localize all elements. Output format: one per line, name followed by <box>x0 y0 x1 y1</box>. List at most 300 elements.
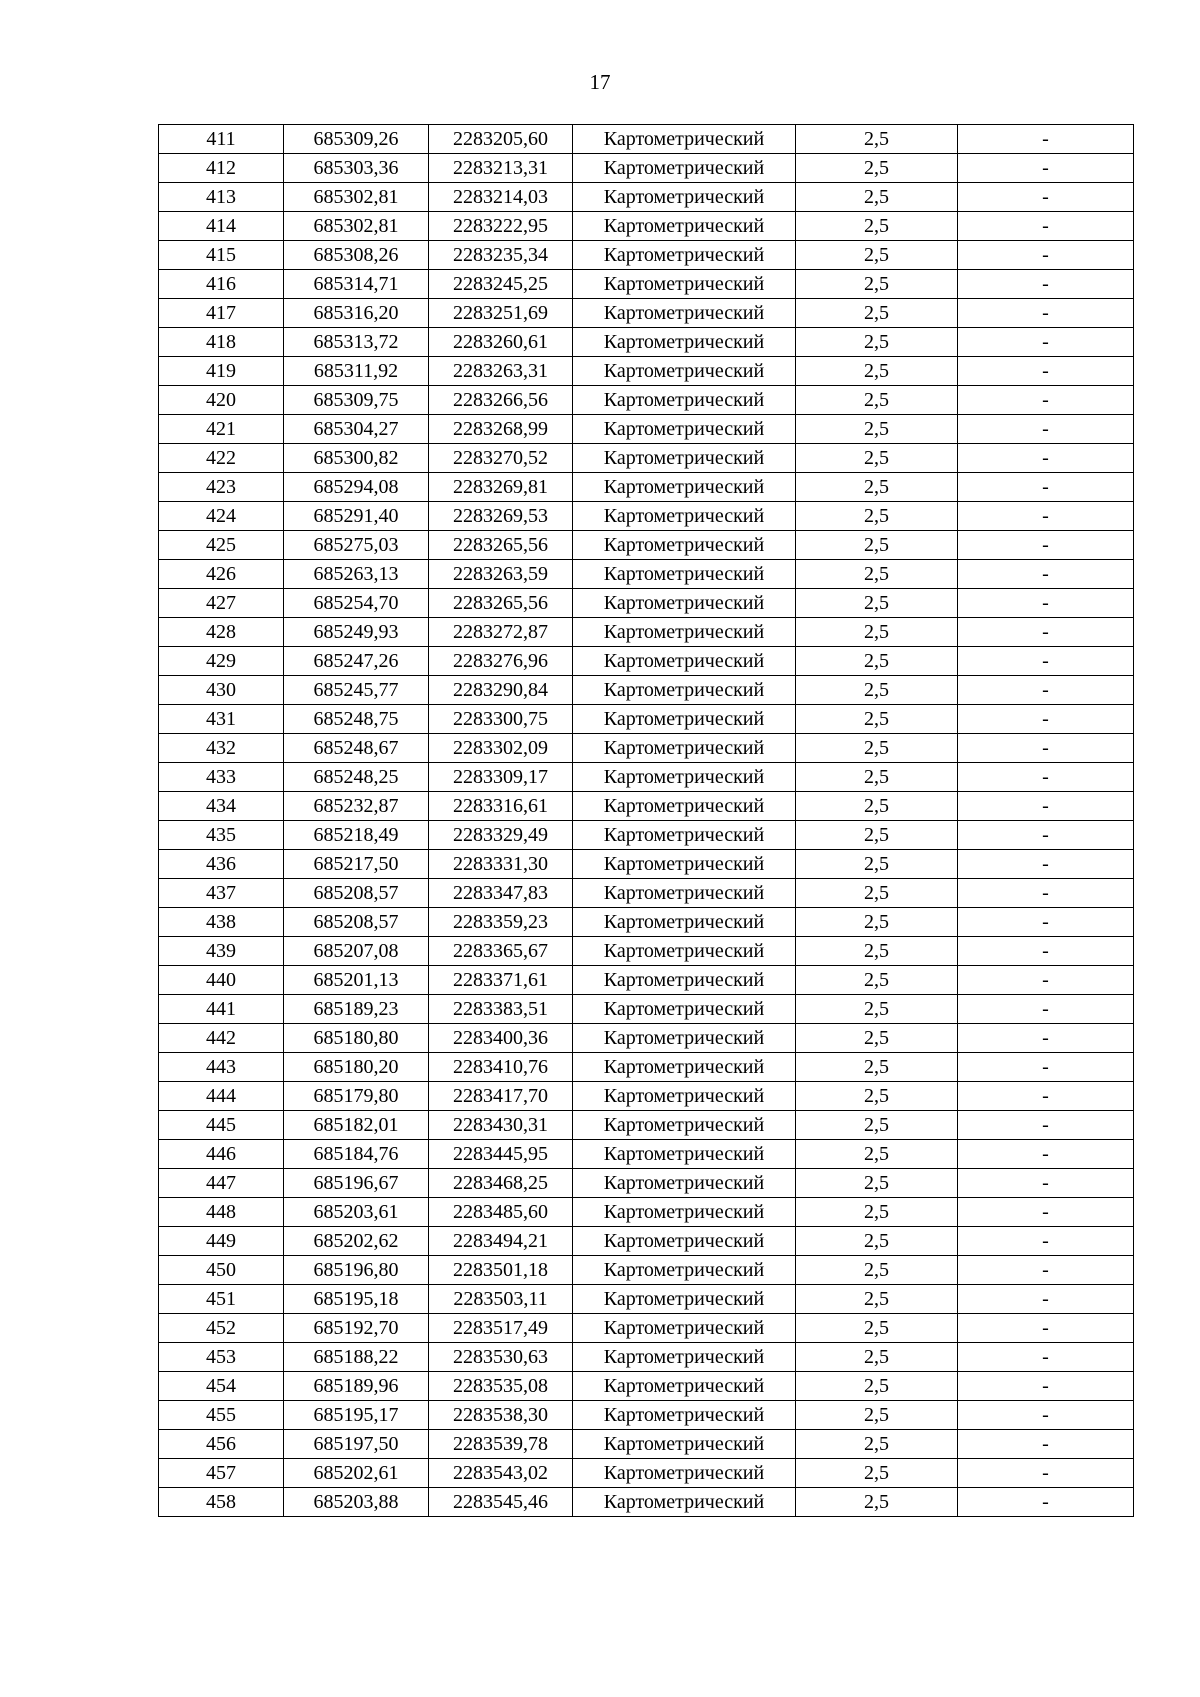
accuracy-cell: 2,5 <box>796 734 958 763</box>
table-row <box>159 357 1134 386</box>
method-cell: Картометрический <box>573 705 796 734</box>
note-cell: - <box>958 821 1134 850</box>
x-coordinate-cell: 685302,81 <box>284 183 429 212</box>
accuracy-cell: 2,5 <box>796 473 958 502</box>
y-coordinate-cell: 2283445,95 <box>429 1140 573 1169</box>
accuracy-cell: 2,5 <box>796 705 958 734</box>
point-number-cell: 436 <box>159 850 284 879</box>
y-coordinate-cell: 2283268,99 <box>429 415 573 444</box>
point-number-cell: 416 <box>159 270 284 299</box>
method-cell: Картометрический <box>573 1401 796 1430</box>
method-cell: Картометрический <box>573 1024 796 1053</box>
method-cell: Картометрический <box>573 357 796 386</box>
y-coordinate-cell: 2283501,18 <box>429 1256 573 1285</box>
y-coordinate-cell: 2283260,61 <box>429 328 573 357</box>
y-coordinate-cell: 2283494,21 <box>429 1227 573 1256</box>
method-cell: Картометрический <box>573 734 796 763</box>
x-coordinate-cell: 685249,93 <box>284 618 429 647</box>
y-coordinate-cell: 2283263,31 <box>429 357 573 386</box>
accuracy-cell: 2,5 <box>796 502 958 531</box>
accuracy-cell: 2,5 <box>796 444 958 473</box>
table-row <box>159 1459 1134 1488</box>
point-number-cell: 451 <box>159 1285 284 1314</box>
x-coordinate-cell: 685311,92 <box>284 357 429 386</box>
y-coordinate-cell: 2283329,49 <box>429 821 573 850</box>
accuracy-cell: 2,5 <box>796 241 958 270</box>
accuracy-cell: 2,5 <box>796 270 958 299</box>
method-cell: Картометрический <box>573 792 796 821</box>
x-coordinate-cell: 685184,76 <box>284 1140 429 1169</box>
y-coordinate-cell: 2283503,11 <box>429 1285 573 1314</box>
y-coordinate-cell: 2283543,02 <box>429 1459 573 1488</box>
point-number-cell: 441 <box>159 995 284 1024</box>
y-coordinate-cell: 2283266,56 <box>429 386 573 415</box>
note-cell: - <box>958 879 1134 908</box>
x-coordinate-cell: 685203,61 <box>284 1198 429 1227</box>
point-number-cell: 411 <box>159 125 284 154</box>
point-number-cell: 437 <box>159 879 284 908</box>
y-coordinate-cell: 2283251,69 <box>429 299 573 328</box>
x-coordinate-cell: 685291,40 <box>284 502 429 531</box>
table-row <box>159 328 1134 357</box>
y-coordinate-cell: 2283538,30 <box>429 1401 573 1430</box>
point-number-cell: 439 <box>159 937 284 966</box>
note-cell: - <box>958 125 1134 154</box>
x-coordinate-cell: 685182,01 <box>284 1111 429 1140</box>
x-coordinate-cell: 685314,71 <box>284 270 429 299</box>
method-cell: Картометрический <box>573 1140 796 1169</box>
method-cell: Картометрический <box>573 966 796 995</box>
method-cell: Картометрический <box>573 618 796 647</box>
accuracy-cell: 2,5 <box>796 299 958 328</box>
table-row <box>159 1024 1134 1053</box>
note-cell: - <box>958 995 1134 1024</box>
point-number-cell: 430 <box>159 676 284 705</box>
point-number-cell: 448 <box>159 1198 284 1227</box>
note-cell: - <box>958 473 1134 502</box>
note-cell: - <box>958 1198 1134 1227</box>
point-number-cell: 458 <box>159 1488 284 1517</box>
note-cell: - <box>958 1111 1134 1140</box>
table-row <box>159 995 1134 1024</box>
y-coordinate-cell: 2283309,17 <box>429 763 573 792</box>
coordinates-table-body <box>159 125 1134 1517</box>
x-coordinate-cell: 685195,17 <box>284 1401 429 1430</box>
y-coordinate-cell: 2283302,09 <box>429 734 573 763</box>
note-cell: - <box>958 705 1134 734</box>
x-coordinate-cell: 685207,08 <box>284 937 429 966</box>
table-row <box>159 1140 1134 1169</box>
point-number-cell: 434 <box>159 792 284 821</box>
method-cell: Картометрический <box>573 473 796 502</box>
table-row <box>159 473 1134 502</box>
x-coordinate-cell: 685309,26 <box>284 125 429 154</box>
method-cell: Картометрический <box>573 1430 796 1459</box>
table-row <box>159 734 1134 763</box>
accuracy-cell: 2,5 <box>796 647 958 676</box>
x-coordinate-cell: 685203,88 <box>284 1488 429 1517</box>
accuracy-cell: 2,5 <box>796 415 958 444</box>
table-row <box>159 879 1134 908</box>
accuracy-cell: 2,5 <box>796 1488 958 1517</box>
point-number-cell: 421 <box>159 415 284 444</box>
y-coordinate-cell: 2283205,60 <box>429 125 573 154</box>
table-row <box>159 1372 1134 1401</box>
x-coordinate-cell: 685248,75 <box>284 705 429 734</box>
y-coordinate-cell: 2283316,61 <box>429 792 573 821</box>
x-coordinate-cell: 685309,75 <box>284 386 429 415</box>
point-number-cell: 422 <box>159 444 284 473</box>
method-cell: Картометрический <box>573 647 796 676</box>
point-number-cell: 453 <box>159 1343 284 1372</box>
method-cell: Картометрический <box>573 821 796 850</box>
method-cell: Картометрический <box>573 1198 796 1227</box>
method-cell: Картометрический <box>573 1488 796 1517</box>
point-number-cell: 417 <box>159 299 284 328</box>
note-cell: - <box>958 1256 1134 1285</box>
note-cell: - <box>958 1314 1134 1343</box>
method-cell: Картометрический <box>573 1285 796 1314</box>
table-row <box>159 676 1134 705</box>
table-row <box>159 386 1134 415</box>
table-row <box>159 299 1134 328</box>
accuracy-cell: 2,5 <box>796 850 958 879</box>
table-row <box>159 1082 1134 1111</box>
x-coordinate-cell: 685197,50 <box>284 1430 429 1459</box>
x-coordinate-cell: 685300,82 <box>284 444 429 473</box>
accuracy-cell: 2,5 <box>796 1198 958 1227</box>
note-cell: - <box>958 502 1134 531</box>
x-coordinate-cell: 685254,70 <box>284 589 429 618</box>
point-number-cell: 431 <box>159 705 284 734</box>
y-coordinate-cell: 2283383,51 <box>429 995 573 1024</box>
point-number-cell: 426 <box>159 560 284 589</box>
x-coordinate-cell: 685217,50 <box>284 850 429 879</box>
method-cell: Картометрический <box>573 212 796 241</box>
y-coordinate-cell: 2283400,36 <box>429 1024 573 1053</box>
y-coordinate-cell: 2283468,25 <box>429 1169 573 1198</box>
point-number-cell: 457 <box>159 1459 284 1488</box>
method-cell: Картометрический <box>573 154 796 183</box>
y-coordinate-cell: 2283265,56 <box>429 589 573 618</box>
accuracy-cell: 2,5 <box>796 676 958 705</box>
y-coordinate-cell: 2283430,31 <box>429 1111 573 1140</box>
point-number-cell: 427 <box>159 589 284 618</box>
accuracy-cell: 2,5 <box>796 792 958 821</box>
table-row <box>159 937 1134 966</box>
y-coordinate-cell: 2283517,49 <box>429 1314 573 1343</box>
accuracy-cell: 2,5 <box>796 1401 958 1430</box>
accuracy-cell: 2,5 <box>796 1227 958 1256</box>
note-cell: - <box>958 1285 1134 1314</box>
accuracy-cell: 2,5 <box>796 821 958 850</box>
point-number-cell: 433 <box>159 763 284 792</box>
x-coordinate-cell: 685247,26 <box>284 647 429 676</box>
note-cell: - <box>958 908 1134 937</box>
point-number-cell: 415 <box>159 241 284 270</box>
x-coordinate-cell: 685201,13 <box>284 966 429 995</box>
note-cell: - <box>958 1488 1134 1517</box>
note-cell: - <box>958 560 1134 589</box>
y-coordinate-cell: 2283272,87 <box>429 618 573 647</box>
y-coordinate-cell: 2283371,61 <box>429 966 573 995</box>
coordinates-table <box>158 124 1134 1517</box>
y-coordinate-cell: 2283245,25 <box>429 270 573 299</box>
table-row <box>159 618 1134 647</box>
x-coordinate-cell: 685245,77 <box>284 676 429 705</box>
y-coordinate-cell: 2283235,34 <box>429 241 573 270</box>
x-coordinate-cell: 685180,20 <box>284 1053 429 1082</box>
point-number-cell: 432 <box>159 734 284 763</box>
accuracy-cell: 2,5 <box>796 1024 958 1053</box>
table-row <box>159 1227 1134 1256</box>
x-coordinate-cell: 685316,20 <box>284 299 429 328</box>
note-cell: - <box>958 734 1134 763</box>
table-row <box>159 908 1134 937</box>
point-number-cell: 423 <box>159 473 284 502</box>
x-coordinate-cell: 685208,57 <box>284 908 429 937</box>
method-cell: Картометрический <box>573 328 796 357</box>
note-cell: - <box>958 1372 1134 1401</box>
x-coordinate-cell: 685202,61 <box>284 1459 429 1488</box>
point-number-cell: 446 <box>159 1140 284 1169</box>
note-cell: - <box>958 1459 1134 1488</box>
accuracy-cell: 2,5 <box>796 531 958 560</box>
note-cell: - <box>958 618 1134 647</box>
note-cell: - <box>958 241 1134 270</box>
accuracy-cell: 2,5 <box>796 357 958 386</box>
point-number-cell: 419 <box>159 357 284 386</box>
table-row <box>159 705 1134 734</box>
table-row <box>159 444 1134 473</box>
accuracy-cell: 2,5 <box>796 1256 958 1285</box>
y-coordinate-cell: 2283300,75 <box>429 705 573 734</box>
table-row <box>159 1285 1134 1314</box>
point-number-cell: 455 <box>159 1401 284 1430</box>
method-cell: Картометрический <box>573 444 796 473</box>
note-cell: - <box>958 386 1134 415</box>
x-coordinate-cell: 685208,57 <box>284 879 429 908</box>
point-number-cell: 414 <box>159 212 284 241</box>
note-cell: - <box>958 531 1134 560</box>
note-cell: - <box>958 850 1134 879</box>
note-cell: - <box>958 183 1134 212</box>
y-coordinate-cell: 2283213,31 <box>429 154 573 183</box>
method-cell: Картометрический <box>573 531 796 560</box>
accuracy-cell: 2,5 <box>796 183 958 212</box>
table-row <box>159 1401 1134 1430</box>
point-number-cell: 443 <box>159 1053 284 1082</box>
y-coordinate-cell: 2283290,84 <box>429 676 573 705</box>
table-row <box>159 589 1134 618</box>
y-coordinate-cell: 2283485,60 <box>429 1198 573 1227</box>
table-row <box>159 560 1134 589</box>
table-row <box>159 966 1134 995</box>
note-cell: - <box>958 792 1134 821</box>
point-number-cell: 440 <box>159 966 284 995</box>
accuracy-cell: 2,5 <box>796 1285 958 1314</box>
x-coordinate-cell: 685303,36 <box>284 154 429 183</box>
table-row <box>159 415 1134 444</box>
accuracy-cell: 2,5 <box>796 1314 958 1343</box>
accuracy-cell: 2,5 <box>796 618 958 647</box>
point-number-cell: 424 <box>159 502 284 531</box>
method-cell: Картометрический <box>573 415 796 444</box>
accuracy-cell: 2,5 <box>796 937 958 966</box>
y-coordinate-cell: 2283270,52 <box>429 444 573 473</box>
method-cell: Картометрический <box>573 1314 796 1343</box>
x-coordinate-cell: 685189,23 <box>284 995 429 1024</box>
accuracy-cell: 2,5 <box>796 1053 958 1082</box>
note-cell: - <box>958 763 1134 792</box>
point-number-cell: 442 <box>159 1024 284 1053</box>
accuracy-cell: 2,5 <box>796 1111 958 1140</box>
accuracy-cell: 2,5 <box>796 1430 958 1459</box>
y-coordinate-cell: 2283331,30 <box>429 850 573 879</box>
point-number-cell: 449 <box>159 1227 284 1256</box>
table-row <box>159 531 1134 560</box>
x-coordinate-cell: 685263,13 <box>284 560 429 589</box>
method-cell: Картометрический <box>573 183 796 212</box>
note-cell: - <box>958 212 1134 241</box>
x-coordinate-cell: 685218,49 <box>284 821 429 850</box>
method-cell: Картометрический <box>573 937 796 966</box>
point-number-cell: 428 <box>159 618 284 647</box>
y-coordinate-cell: 2283535,08 <box>429 1372 573 1401</box>
note-cell: - <box>958 1053 1134 1082</box>
note-cell: - <box>958 357 1134 386</box>
note-cell: - <box>958 966 1134 995</box>
x-coordinate-cell: 685232,87 <box>284 792 429 821</box>
y-coordinate-cell: 2283269,53 <box>429 502 573 531</box>
method-cell: Картометрический <box>573 1169 796 1198</box>
point-number-cell: 418 <box>159 328 284 357</box>
table-row <box>159 125 1134 154</box>
point-number-cell: 450 <box>159 1256 284 1285</box>
x-coordinate-cell: 685192,70 <box>284 1314 429 1343</box>
note-cell: - <box>958 415 1134 444</box>
accuracy-cell: 2,5 <box>796 1372 958 1401</box>
table-row <box>159 850 1134 879</box>
page-number: 17 <box>589 70 611 94</box>
note-cell: - <box>958 1082 1134 1111</box>
note-cell: - <box>958 1343 1134 1372</box>
method-cell: Картометрический <box>573 1053 796 1082</box>
x-coordinate-cell: 685202,62 <box>284 1227 429 1256</box>
table-row <box>159 1111 1134 1140</box>
method-cell: Картометрический <box>573 1082 796 1111</box>
x-coordinate-cell: 685302,81 <box>284 212 429 241</box>
method-cell: Картометрический <box>573 502 796 531</box>
table-row <box>159 792 1134 821</box>
y-coordinate-cell: 2283539,78 <box>429 1430 573 1459</box>
x-coordinate-cell: 685275,03 <box>284 531 429 560</box>
table-row <box>159 1488 1134 1517</box>
y-coordinate-cell: 2283347,83 <box>429 879 573 908</box>
accuracy-cell: 2,5 <box>796 560 958 589</box>
accuracy-cell: 2,5 <box>796 212 958 241</box>
x-coordinate-cell: 685196,67 <box>284 1169 429 1198</box>
method-cell: Картометрический <box>573 241 796 270</box>
method-cell: Картометрический <box>573 879 796 908</box>
method-cell: Картометрический <box>573 589 796 618</box>
accuracy-cell: 2,5 <box>796 125 958 154</box>
y-coordinate-cell: 2283417,70 <box>429 1082 573 1111</box>
accuracy-cell: 2,5 <box>796 1343 958 1372</box>
note-cell: - <box>958 444 1134 473</box>
point-number-cell: 444 <box>159 1082 284 1111</box>
method-cell: Картометрический <box>573 1227 796 1256</box>
x-coordinate-cell: 685196,80 <box>284 1256 429 1285</box>
x-coordinate-cell: 685188,22 <box>284 1343 429 1372</box>
accuracy-cell: 2,5 <box>796 879 958 908</box>
method-cell: Картометрический <box>573 299 796 328</box>
point-number-cell: 447 <box>159 1169 284 1198</box>
x-coordinate-cell: 685195,18 <box>284 1285 429 1314</box>
point-number-cell: 425 <box>159 531 284 560</box>
y-coordinate-cell: 2283359,23 <box>429 908 573 937</box>
note-cell: - <box>958 328 1134 357</box>
note-cell: - <box>958 1430 1134 1459</box>
x-coordinate-cell: 685179,80 <box>284 1082 429 1111</box>
x-coordinate-cell: 685248,67 <box>284 734 429 763</box>
y-coordinate-cell: 2283276,96 <box>429 647 573 676</box>
table-row <box>159 1314 1134 1343</box>
table-row <box>159 1198 1134 1227</box>
accuracy-cell: 2,5 <box>796 328 958 357</box>
method-cell: Картометрический <box>573 1256 796 1285</box>
note-cell: - <box>958 1024 1134 1053</box>
method-cell: Картометрический <box>573 1111 796 1140</box>
accuracy-cell: 2,5 <box>796 1082 958 1111</box>
accuracy-cell: 2,5 <box>796 908 958 937</box>
accuracy-cell: 2,5 <box>796 995 958 1024</box>
point-number-cell: 452 <box>159 1314 284 1343</box>
accuracy-cell: 2,5 <box>796 966 958 995</box>
method-cell: Картометрический <box>573 995 796 1024</box>
accuracy-cell: 2,5 <box>796 589 958 618</box>
method-cell: Картометрический <box>573 560 796 589</box>
method-cell: Картометрический <box>573 1343 796 1372</box>
table-row <box>159 1430 1134 1459</box>
table-row <box>159 502 1134 531</box>
table-row <box>159 1169 1134 1198</box>
point-number-cell: 435 <box>159 821 284 850</box>
point-number-cell: 413 <box>159 183 284 212</box>
method-cell: Картометрический <box>573 386 796 415</box>
y-coordinate-cell: 2283214,03 <box>429 183 573 212</box>
table-row <box>159 270 1134 299</box>
table-row <box>159 647 1134 676</box>
method-cell: Картометрический <box>573 676 796 705</box>
table-row <box>159 241 1134 270</box>
method-cell: Картометрический <box>573 1372 796 1401</box>
y-coordinate-cell: 2283265,56 <box>429 531 573 560</box>
table-row <box>159 154 1134 183</box>
table-row <box>159 821 1134 850</box>
note-cell: - <box>958 299 1134 328</box>
y-coordinate-cell: 2283269,81 <box>429 473 573 502</box>
note-cell: - <box>958 1227 1134 1256</box>
method-cell: Картометрический <box>573 908 796 937</box>
note-cell: - <box>958 154 1134 183</box>
point-number-cell: 412 <box>159 154 284 183</box>
note-cell: - <box>958 1401 1134 1430</box>
table-row <box>159 1256 1134 1285</box>
point-number-cell: 429 <box>159 647 284 676</box>
accuracy-cell: 2,5 <box>796 1140 958 1169</box>
accuracy-cell: 2,5 <box>796 386 958 415</box>
